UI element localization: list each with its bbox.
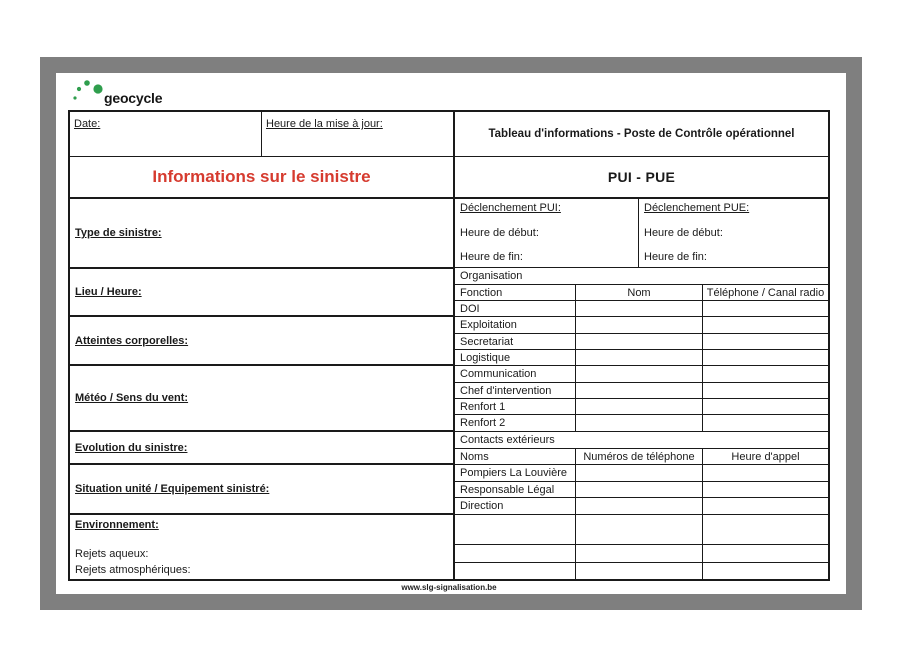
section-label: Atteintes corporelles: — [75, 334, 189, 347]
heure-appel-header: Heure d'appel — [731, 450, 800, 463]
nom-header: Nom — [576, 285, 703, 300]
fonction-cell: Chef d'intervention — [455, 383, 576, 398]
empty-cell — [703, 334, 828, 349]
organisation-header-row — [455, 284, 828, 300]
empty-cell — [576, 498, 703, 514]
empty-cell — [703, 563, 828, 579]
fonction-header: Fonction — [455, 285, 576, 300]
fonction-cell: Renfort 1 — [455, 399, 576, 414]
update-time-label: Heure de la mise à jour: — [266, 118, 383, 130]
right-column — [455, 199, 828, 579]
contacts-header-row — [455, 448, 828, 464]
noms-header: Noms — [455, 449, 576, 464]
board-title: Tableau d'informations - Poste de Contrôle opérationnel — [488, 128, 795, 140]
section-label: Evolution du sinistre: — [75, 441, 188, 454]
update-time-cell — [262, 112, 455, 156]
empty-cell — [455, 563, 576, 579]
empty-cell — [703, 317, 828, 333]
empty-cell — [455, 545, 576, 562]
date-cell — [70, 112, 262, 156]
geocycle-logo — [70, 77, 162, 105]
empty-cell — [703, 465, 828, 481]
table-row — [455, 514, 828, 544]
pui-heure-debut-label: Heure de début: — [460, 226, 539, 239]
section-title-row — [70, 157, 828, 199]
telephone-header: Téléphone / Canal radio — [706, 286, 825, 299]
table-row — [455, 316, 828, 333]
empty-cell — [576, 317, 703, 333]
empty-cell — [703, 301, 828, 316]
empty-cell — [576, 545, 703, 562]
empty-cell — [703, 545, 828, 562]
section-situation-unite — [70, 463, 453, 513]
geocycle-dots-icon — [70, 77, 108, 105]
gray-frame — [40, 57, 862, 610]
empty-cell — [703, 399, 828, 414]
logo-text: geocycle — [104, 90, 163, 106]
environnement-sublabels — [75, 544, 191, 576]
pui-pue-title: PUI - PUE — [607, 169, 676, 185]
table-header-row — [70, 112, 828, 157]
footer-url: www.slg-signalisation.be — [401, 583, 497, 592]
contacts-title-row — [455, 431, 828, 448]
pue-heure-fin-label: Heure de fin: — [644, 251, 707, 263]
declenchement-pue-cell — [639, 199, 828, 267]
fonction-cell: DOI — [455, 301, 576, 316]
section-label: Environnement: — [75, 519, 159, 531]
empty-cell — [576, 482, 703, 497]
declenchement-pui-label: Déclenchement PUI: — [460, 202, 561, 214]
empty-cell — [703, 350, 828, 365]
table-row — [455, 382, 828, 398]
pue-heure-debut-label: Heure de début: — [644, 226, 723, 239]
empty-cell — [576, 350, 703, 365]
empty-cell — [703, 498, 828, 514]
empty-cell — [703, 383, 828, 398]
empty-cell — [703, 515, 828, 544]
section-atteintes-corporelles — [70, 315, 453, 364]
section-label: Type de sinistre: — [75, 227, 162, 239]
left-column — [70, 199, 455, 579]
table-row — [455, 464, 828, 481]
empty-cell — [576, 334, 703, 349]
empty-cell — [576, 399, 703, 414]
table-row — [455, 562, 828, 579]
contact-name-cell: Pompiers La Louvière — [455, 465, 576, 481]
section-label: Situation unité / Equipement sinistré: — [75, 483, 270, 495]
empty-cell — [703, 415, 828, 431]
section-lieu-heure — [70, 267, 453, 315]
empty-cell — [703, 482, 828, 497]
declenchement-pue-label: Déclenchement PUE: — [644, 202, 750, 214]
main-table — [68, 110, 830, 581]
numeros-header: Numéros de téléphone — [576, 449, 703, 464]
empty-cell — [576, 515, 703, 544]
empty-cell — [576, 465, 703, 481]
section-environnement — [70, 513, 453, 579]
section-label: Lieu / Heure: — [75, 286, 142, 298]
fonction-cell: Logistique — [455, 350, 576, 365]
declenchement-row — [455, 199, 828, 267]
empty-cell — [576, 366, 703, 382]
fonction-cell: Secretariat — [455, 334, 576, 349]
rejets-aqueux-label: Rejets aqueux: — [75, 548, 149, 560]
organisation-title-row — [455, 267, 828, 284]
table-row — [455, 300, 828, 316]
date-label: Date: — [74, 118, 101, 130]
table-row — [455, 365, 828, 382]
table-row — [455, 544, 828, 562]
empty-cell — [576, 301, 703, 316]
contacts-title: Contacts extérieurs — [460, 434, 555, 446]
table-row — [455, 398, 828, 414]
empty-cell — [703, 366, 828, 382]
section-evolution-du-sinistre — [70, 430, 453, 463]
declenchement-pui-cell — [455, 199, 639, 267]
table-row — [455, 497, 828, 514]
contact-name-cell: Direction — [455, 498, 576, 514]
section-type-de-sinistre — [70, 199, 453, 267]
table-row — [455, 481, 828, 497]
table-body — [70, 199, 828, 579]
table-row — [455, 349, 828, 365]
section-label: Météo / Sens du vent: — [75, 392, 189, 404]
empty-cell — [455, 515, 576, 544]
sinistre-title: Informations sur le sinistre — [70, 157, 455, 197]
fonction-cell: Renfort 2 — [455, 415, 576, 431]
empty-cell — [576, 563, 703, 579]
empty-cell — [576, 415, 703, 431]
section-meteo-sens-du-vent — [70, 364, 453, 430]
fonction-cell: Exploitation — [455, 317, 576, 333]
table-row — [455, 333, 828, 349]
pui-heure-fin-label: Heure de fin: — [460, 251, 523, 263]
rejets-atmospheriques-label: Rejets atmosphériques: — [75, 564, 191, 576]
fonction-cell: Communication — [455, 366, 576, 382]
empty-cell — [576, 383, 703, 398]
table-row — [455, 414, 828, 431]
organisation-title: Organisation — [460, 270, 523, 282]
whiteboard-sheet — [56, 73, 846, 594]
contact-name-cell: Responsable Légal — [455, 482, 576, 497]
